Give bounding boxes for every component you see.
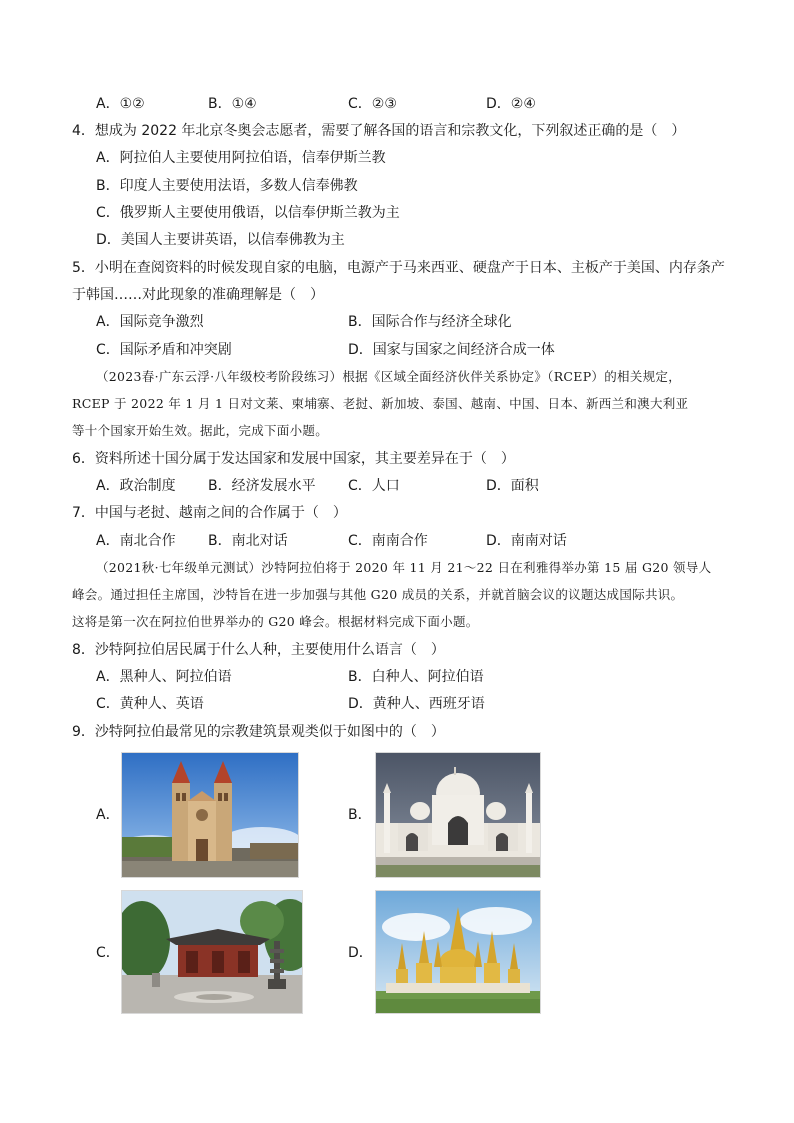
q4-option-b[interactable]: B．印度人主要使用法语，多数人信奉佛教 [96, 178, 358, 194]
q5-stem-line2: 于韩国……对此现象的准确理解是（ ） [72, 287, 324, 303]
material2-line2: 峰会。通过担任主席国，沙特旨在进一步加强与其他 G20 成员的关系，并就首脑会议的议题达成国际共识。 [72, 587, 684, 602]
q7-option-a[interactable]: A．南北合作 [96, 533, 176, 549]
q9-label-a[interactable]: A． [96, 807, 120, 823]
q3-option-b[interactable]: B．①④ [208, 96, 257, 112]
q6-option-b[interactable]: B．经济发展水平 [208, 478, 316, 494]
pagoda-image[interactable] [375, 890, 541, 1014]
q3-option-a[interactable]: A．①② [96, 96, 145, 112]
q3-option-c[interactable]: C．②③ [348, 96, 397, 112]
mosque-image[interactable] [375, 752, 541, 878]
q4-stem: 4．想成为 2022 年北京冬奥会志愿者，需要了解各国的语言和宗教文化，下列叙述正确的是（ ） [72, 123, 686, 139]
q8-option-c[interactable]: C．黄种人、英语 [96, 696, 204, 712]
q5-stem-line1: 5．小明在查阅资料的时候发现自家的电脑，电源产于马来西亚、硬盘产于日本、主板产于美国、内存条产 [72, 260, 725, 276]
q8-option-a[interactable]: A．黑种人、阿拉伯语 [96, 669, 232, 685]
q6-option-a[interactable]: A．政治制度 [96, 478, 176, 494]
q9-label-d[interactable]: D． [348, 945, 373, 961]
q5-option-c[interactable]: C．国际矛盾和冲突剧 [96, 342, 232, 358]
q8-option-b[interactable]: B．白种人、阿拉伯语 [348, 669, 484, 685]
q7-stem: 7．中国与老挝、越南之间的合作属于（ ） [72, 505, 347, 521]
q6-option-c[interactable]: C．人口 [348, 478, 400, 494]
q6-stem: 6．资料所述十国分属于发达国家和发展中国家，其主要差异在于（ ） [72, 451, 515, 467]
q4-option-c[interactable]: C．俄罗斯人主要使用俄语，以信奉伊斯兰教为主 [96, 205, 400, 221]
q5-option-d[interactable]: D．国家与国家之间经济合成一体 [348, 342, 555, 358]
temple-image[interactable] [121, 890, 303, 1014]
q3-option-d[interactable]: D．②④ [486, 96, 536, 112]
material1-line1: （2023春·广东云浮·八年级校考阶段练习）根据《区域全面经济伙伴关系协定》（RCEP）的相关规定， [96, 369, 682, 384]
material2-line1: （2021秋·七年级单元测试）沙特阿拉伯将于 2020 年 11 月 21～22 日在利雅得举办第 15 届 G20 领导人 [96, 560, 712, 575]
q9-label-c[interactable]: C． [96, 945, 120, 961]
q7-option-d[interactable]: D．南南对话 [486, 533, 567, 549]
q4-option-a[interactable]: A．阿拉伯人主要使用阿拉伯语，信奉伊斯兰教 [96, 150, 386, 166]
q8-option-d[interactable]: D．黄种人、西班牙语 [348, 696, 485, 712]
q7-option-b[interactable]: B．南北对话 [208, 533, 288, 549]
material1-line3: 等十个国家开始生效。据此，完成下面小题。 [72, 423, 329, 438]
q4-option-d[interactable]: D．美国人主要讲英语，以信奉佛教为主 [96, 232, 345, 248]
q9-label-b[interactable]: B． [348, 807, 372, 823]
q5-option-a[interactable]: A．国际竞争激烈 [96, 314, 204, 330]
q6-option-d[interactable]: D．面积 [486, 478, 539, 494]
q8-stem: 8．沙特阿拉伯居民属于什么人种，主要使用什么语言（ ） [72, 642, 445, 658]
q7-option-c[interactable]: C．南南合作 [348, 533, 428, 549]
material1-line2: RCEP 于 2022 年 1 月 1 日对文莱、柬埔寨、老挝、新加坡、泰国、越南、中国、日本、新西兰和澳大利亚 [72, 396, 689, 411]
q5-option-b[interactable]: B．国际合作与经济全球化 [348, 314, 512, 330]
material2-line3: 这将是第一次在阿拉伯世界举办的 G20 峰会。根据材料完成下面小题。 [72, 614, 479, 629]
q9-stem: 9．沙特阿拉伯最常见的宗教建筑景观类似于如图中的（ ） [72, 724, 445, 740]
church-image[interactable] [121, 752, 299, 878]
